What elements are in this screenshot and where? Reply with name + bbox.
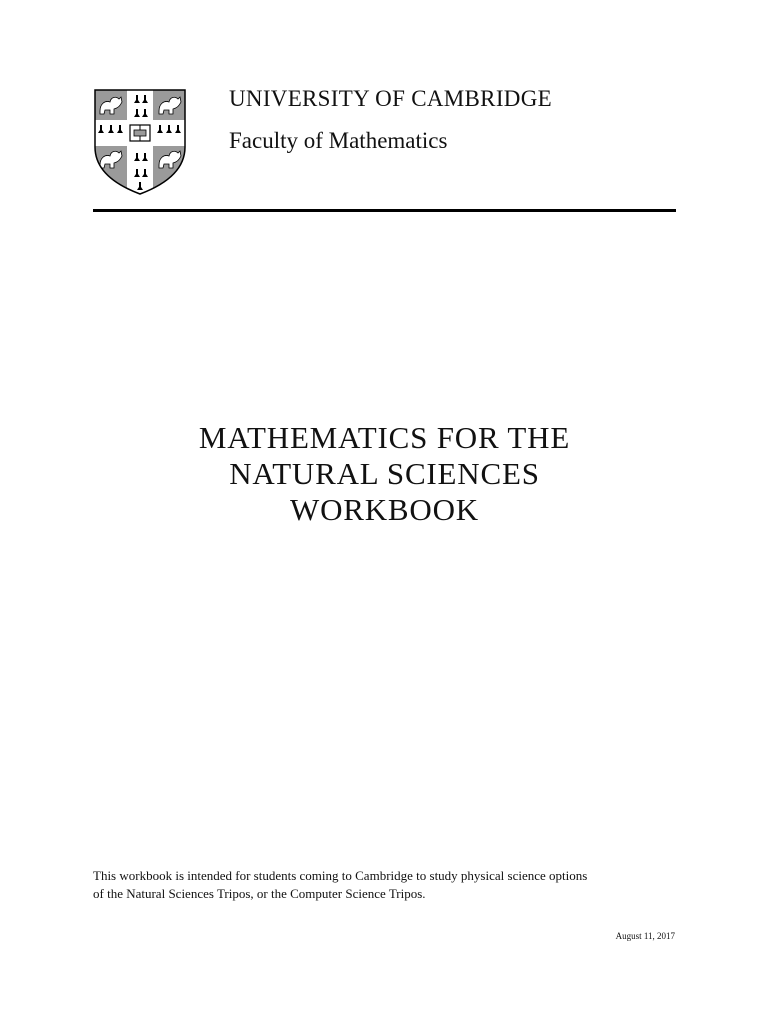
title-line: MATHEMATICS FOR THE [198,420,571,455]
intro-line: This workbook is intended for students coming to Cambridge to study physical science options [93,868,588,883]
university-name: UNIVERSITY OF CAMBRIDGE [229,86,552,111]
cambridge-coat-of-arms-icon [92,87,188,197]
header-divider [93,209,676,212]
document-title [93,420,676,528]
faculty-name: Faculty of Mathematics [229,128,448,153]
title-line: WORKBOOK [290,492,479,527]
title-line: NATURAL SCIENCES [229,456,540,491]
document-date: August 11, 2017 [615,931,675,941]
intro-paragraph [93,867,676,903]
intro-line: of the Natural Sciences Tripos, or the Computer Science Tripos. [93,886,426,901]
